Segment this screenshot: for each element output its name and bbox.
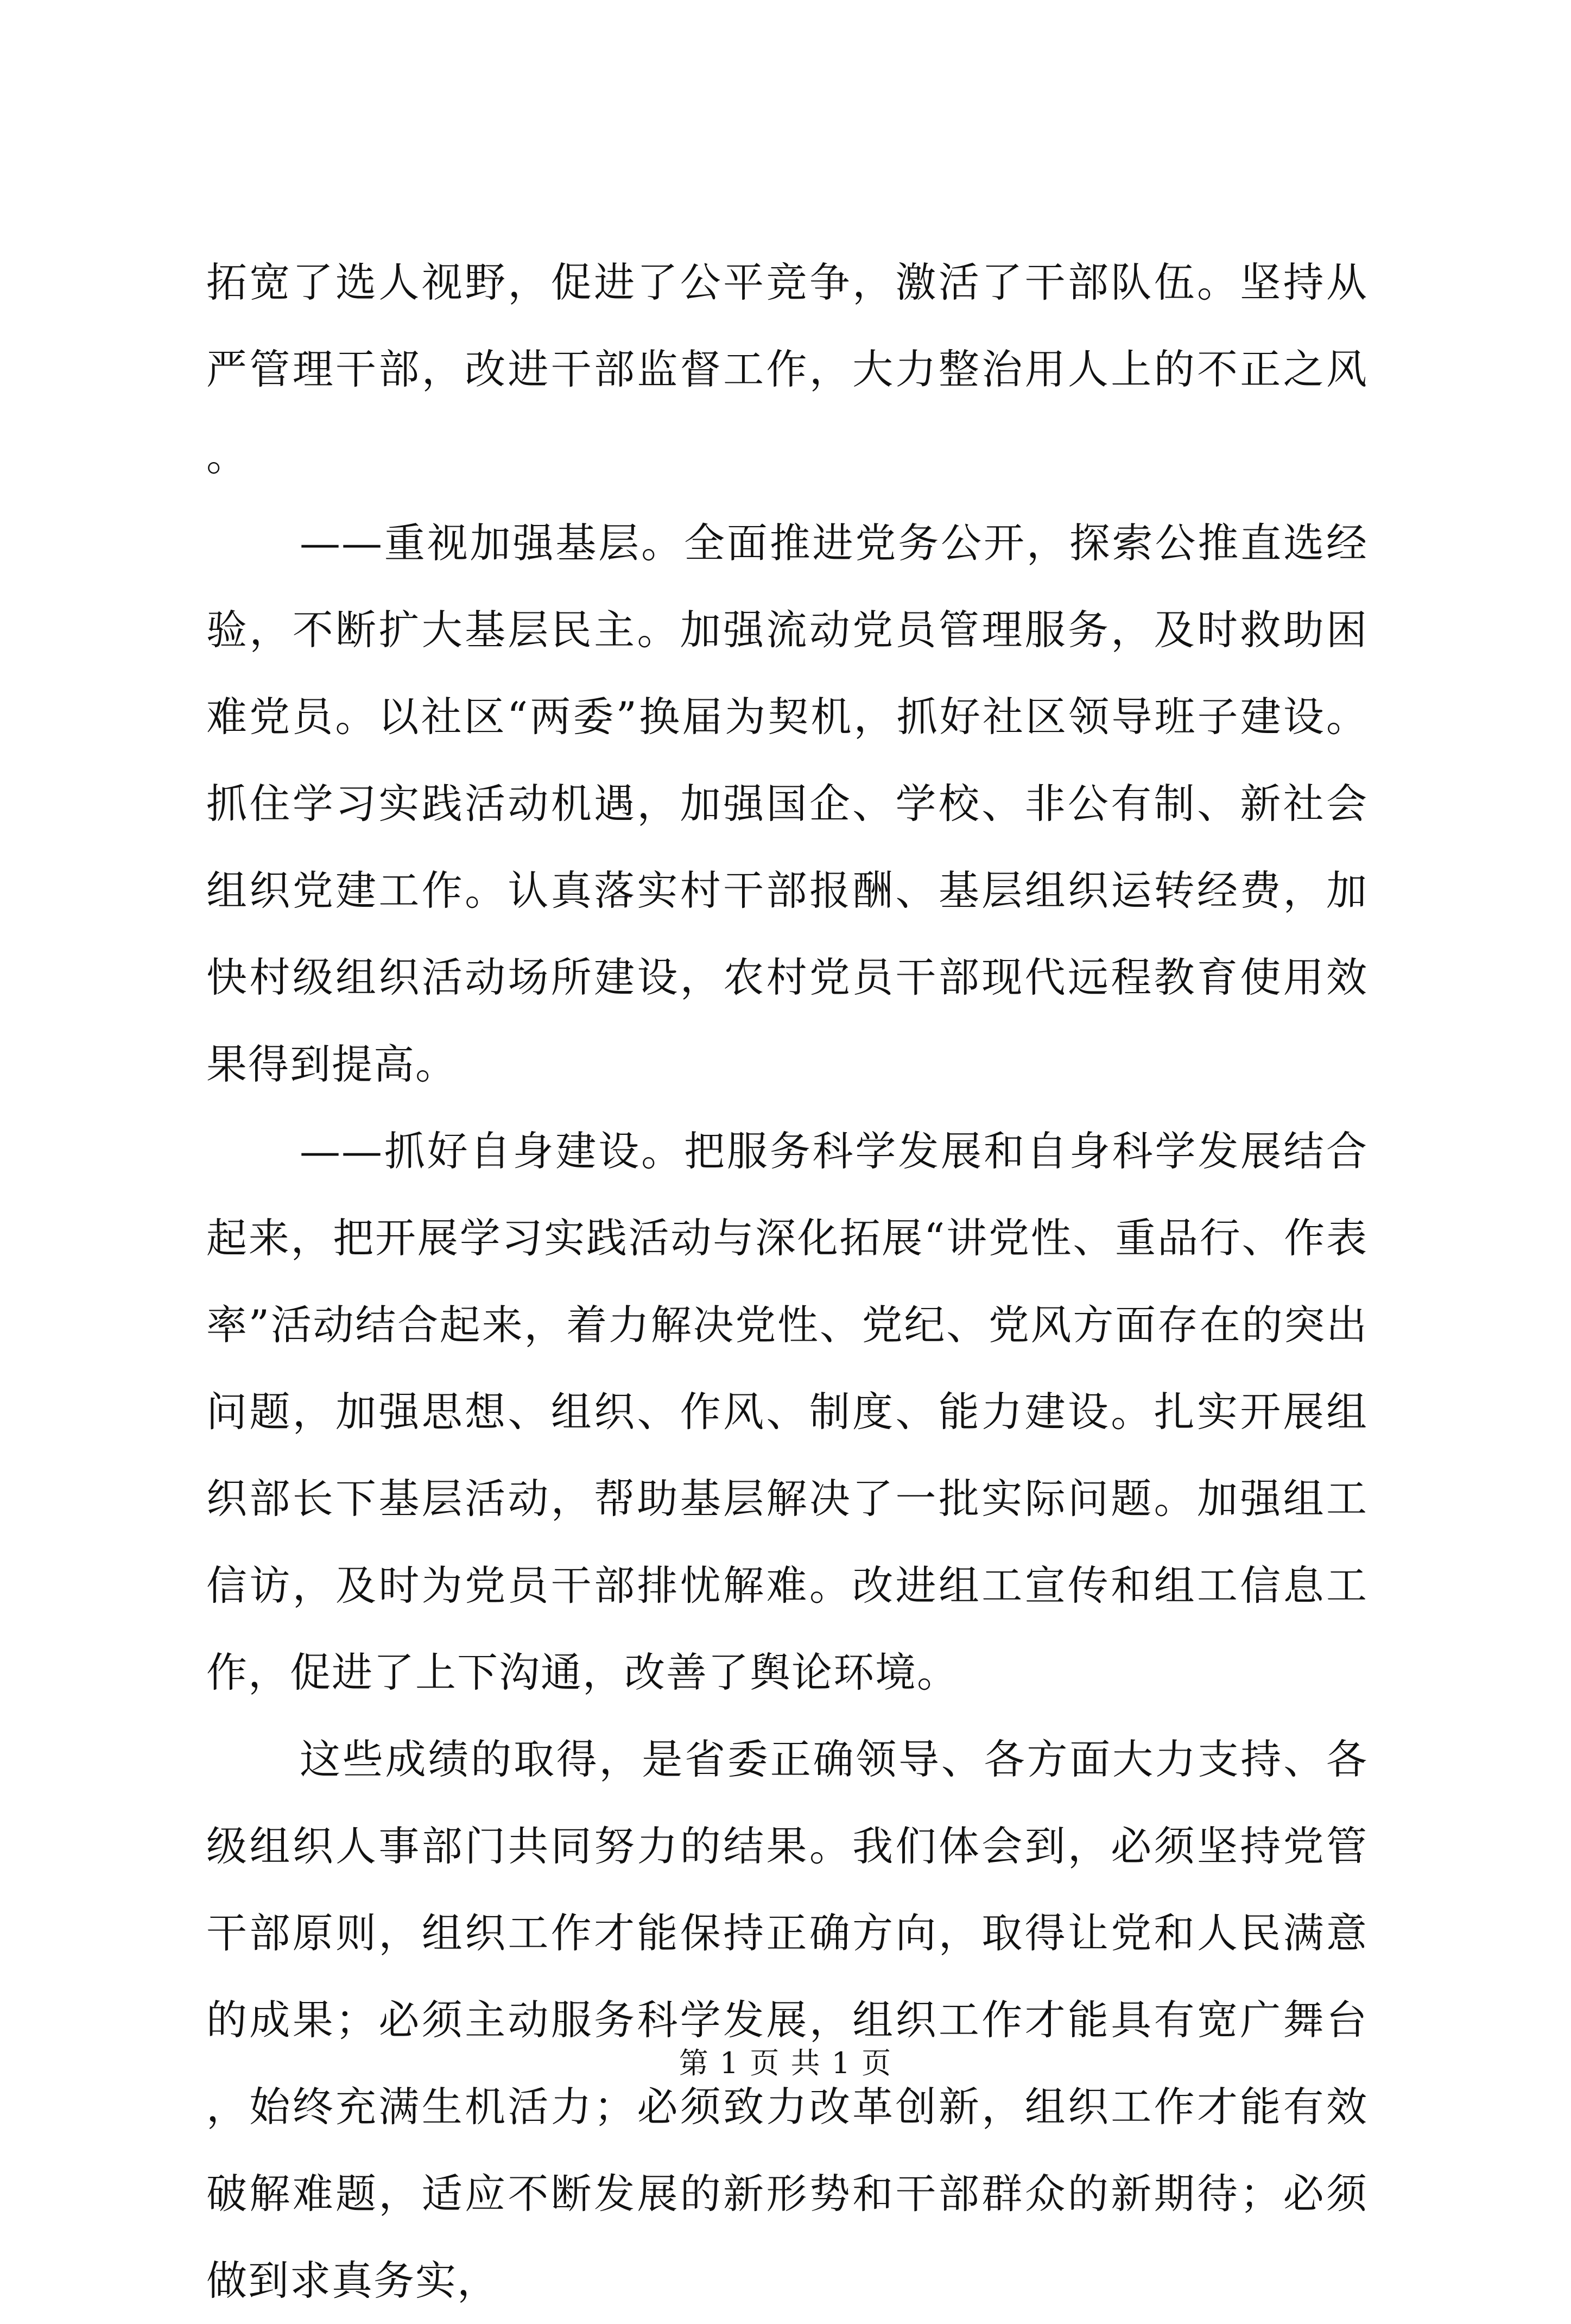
document-body bbox=[206, 239, 1368, 2324]
paragraph-1: 拓宽了选人视野，促进了公平竞争，激活了干部队伍。坚持从严管理干部，改进干部监督工作，大力整治用人上的不正之风。 bbox=[206, 258, 1368, 480]
paragraph-3: ——抓好自身建设。把服务科学发展和自身科学发展结合起来，把开展学习实践活动与深化拓展“讲党性、重品行、作表率”活动结合起来，着力解决党性、党纪、党风方面存在的突出问题，加强思想、组织、作风、制度、能力建设。扎实开展组织部长下基层活动，帮助基层解决了一批实际问题。加强组工信访，及时为党员干部排忧解难。改进组工宣传和组工信息工作，促进了上下沟通，改善了舆论环境。 bbox=[206, 1127, 1368, 1696]
paragraph-4: 这些成绩的取得，是省委正确领导、各方面大力支持、各级组织人事部门共同努力的结果。我们体会到，必须坚持党管干部原则，组织工作才能保持正确方向，取得让党和人民满意的成果；必须主动服务科学发展，组织工作才能具有宽广舞台，始终充满生机活力；必须致力改革创新，组织工作才能有效破解难题，适应不断发展的新形势和干部群众的新期待；必须做到求真务实， bbox=[206, 1735, 1368, 2304]
page-footer: 第 1 页 共 1 页 bbox=[679, 2046, 892, 2080]
paragraph-2: ——重视加强基层。全面推进党务公开，探索公推直选经验，不断扩大基层民主。加强流动党员管理服务，及时救助困难党员。以社区“两委”换届为契机，抓好社区领导班子建设。抓住学习实践活动机遇，加强国企、学校、非公有制、新社会组织党建工作。认真落实村干部报酬、基层组织运转经费，加快村级组织活动场所建设，农村党员干部现代远程教育使用效果得到提高。 bbox=[206, 519, 1368, 1088]
